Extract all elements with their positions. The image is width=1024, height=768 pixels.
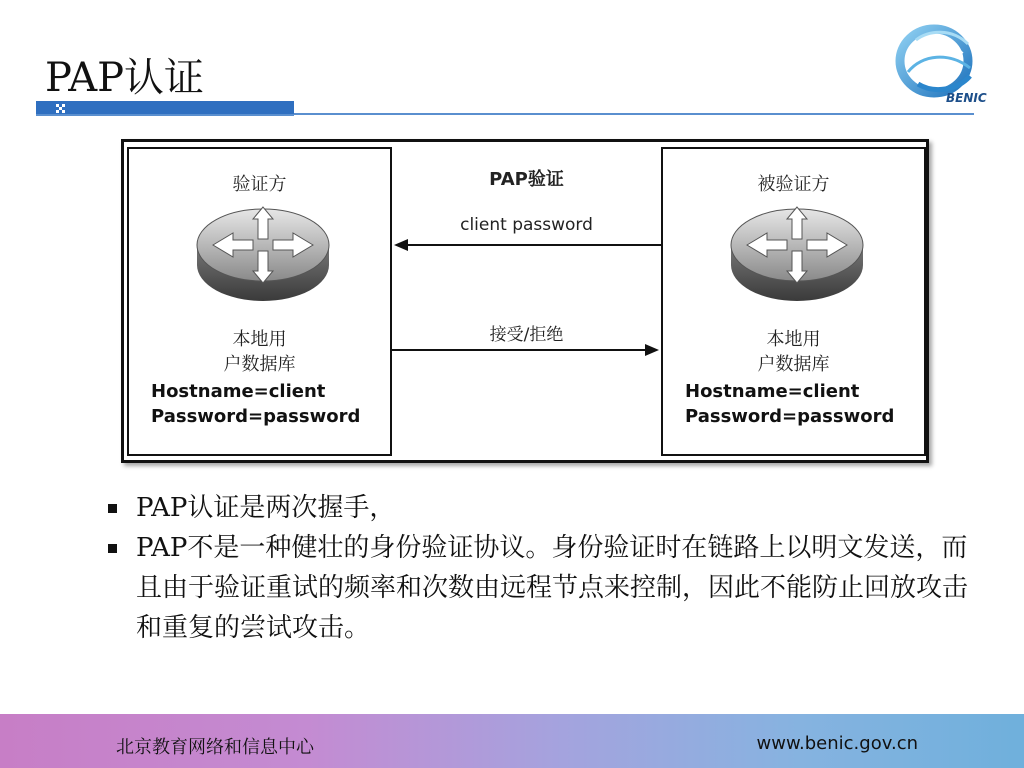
square-bullet-icon — [108, 544, 117, 553]
password-text: Password=password — [151, 406, 361, 427]
local-database-label: 本地用 户数据库 — [757, 329, 830, 375]
router-icon — [727, 199, 867, 309]
list-item: PAP认证是两次握手， — [104, 488, 984, 528]
credentials — [685, 379, 894, 429]
authenticator-box — [127, 147, 392, 456]
hostname-text: Hostname=client — [685, 381, 860, 402]
request-message: client password — [460, 215, 593, 235]
benic-logo-icon — [888, 14, 1000, 106]
credentials — [151, 379, 360, 429]
square-bullet-icon — [108, 504, 117, 513]
hostname-text: Hostname=client — [151, 381, 326, 402]
peer-title: 被验证方 — [757, 174, 830, 195]
logo-text: BENIC — [946, 91, 987, 105]
pap-diagram — [121, 139, 929, 463]
response-message: 接受/拒绝 — [489, 325, 564, 345]
password-text: Password=password — [685, 406, 895, 427]
footer-bar — [0, 714, 1024, 768]
benic-logo — [888, 14, 1000, 106]
title-underline — [36, 101, 974, 117]
peer-box — [661, 147, 926, 456]
footer-url: www.benic.gov.cn — [756, 733, 918, 754]
arrow-icon — [392, 142, 661, 460]
router-icon — [193, 199, 333, 309]
slide-title: PAP认证 — [45, 55, 205, 101]
bullet-list — [104, 488, 984, 648]
footer-organization: 北京教育网络和信息中心 — [116, 737, 314, 758]
protocol-title: PAP验证 — [489, 169, 564, 190]
list-item: PAP不是一种健壮的身份验证协议。身份验证时在链路上以明文发送，而且由于验证重试的频率和次数由远程节点来控制，因此不能防止回放攻击和重复的尝试攻击。 — [104, 528, 984, 648]
authenticator-title: 验证方 — [232, 174, 287, 195]
local-database-label: 本地用 户数据库 — [223, 329, 296, 375]
